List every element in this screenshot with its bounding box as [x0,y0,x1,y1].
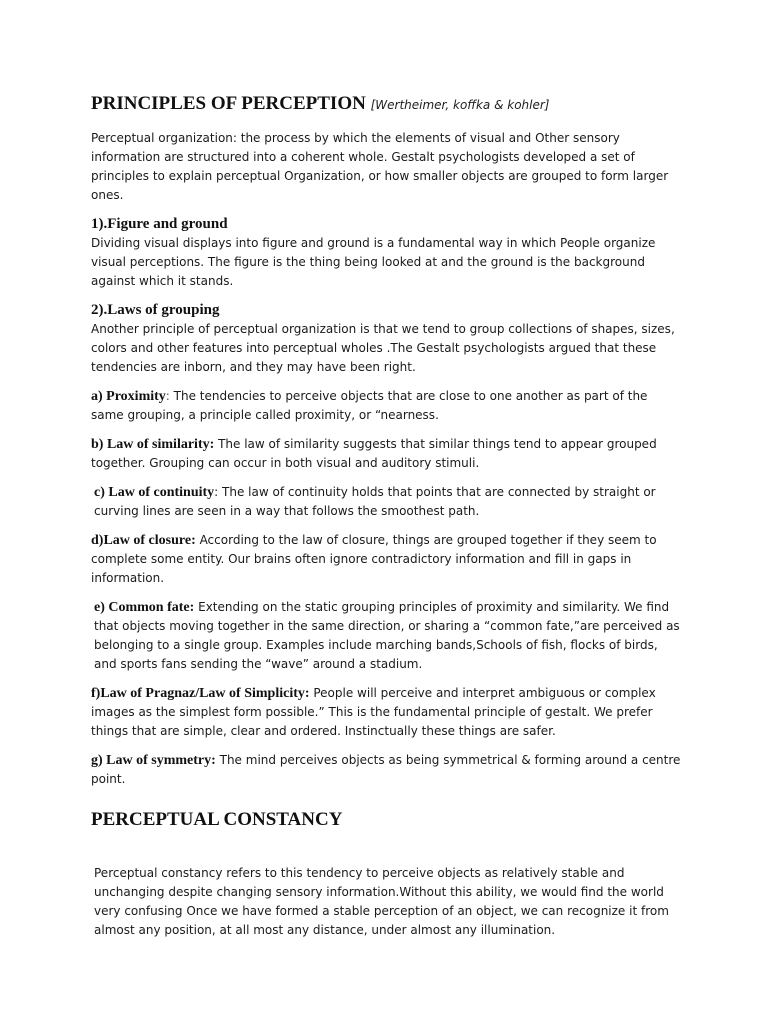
law-label: c) Law of continuity [94,485,215,500]
law-separator: : [165,389,174,403]
law-text: The tendencies to perceive objects that are close to one another as part of the same grouping, a principle called proximity, or “nearness. [91,389,648,422]
law-label: d)Law of closure: [91,533,196,548]
law-common-fate [91,598,683,674]
intro-paragraph: Perceptual organization: the process by which the elements of visual and Other sensory information are structured into a coherent whole. Gestalt psychologists developed a set of principles to explain perceptual Organization, or how smaller objects are grouped to form larger ones. [91,131,669,202]
section-heading-laws-of-grouping: 2).Laws of grouping [91,302,220,318]
document-page [91,90,683,940]
law-text: The law of continuity holds that points that are connected by straight or curving lines are seen in a way that follows the smoothest path. [94,485,656,518]
law-label: g) Law of symmetry: [91,753,216,768]
section-text-figure-ground: Dividing visual displays into figure and ground is a fundamental way in which People organize visual perceptions. The figure is the thing being looked at and the ground is the background against which it stands. [91,236,656,288]
law-text: People will perceive and interpret ambiguous or complex images as the simplest form possible.” This is the fundamental principle of gestalt. We prefer things that are simple, clear and ordered. Instinctually these things are safer. [91,686,656,738]
law-label: a) Proximity [91,389,166,404]
law-text: Extending on the static grouping principles of proximity and similarity. We find that objects moving together in the same direction, or sharing a “common fate,”are perceived as belonging to a single group. Examples include marching bands,Schools of fish, flocks of birds, and sports fans sending the “wave” around a stadium. [94,600,680,671]
title-text: PRINCIPLES OF PERCEPTION [91,93,366,114]
law-pragnanz-simplicity [91,684,683,741]
title-authors: [Wertheimer, koffka & kohler] [370,98,550,112]
constancy-title: PERCEPTUAL CONSTANCY [91,809,343,830]
law-similarity [91,435,683,473]
law-label: f)Law of Pragnaz/Law of Simplicity: [91,686,310,701]
constancy-paragraph: Perceptual constancy refers to this tendency to perceive objects as relatively stable and unchanging despite changing sensory information.Without this ability, we would find the world very confusing Once we have formed a stable perception of an object, we can recognize it from almost any position, at all most any distance, under almost any illumination. [94,866,669,937]
law-closure [91,531,683,588]
law-proximity [91,387,683,425]
section-heading-figure-ground: 1).Figure and ground [91,216,228,232]
law-text: The mind perceives objects as being symmetrical & forming around a centre point. [91,753,681,786]
law-symmetry [91,751,683,789]
document-title [91,90,683,119]
law-text: According to the law of closure, things are grouped together if they seem to complete some entity. Our brains often ignore contradictory information and fill in gaps in information. [91,533,657,585]
law-label: e) Common fate: [94,600,195,615]
section-text-laws-of-grouping: Another principle of perceptual organization is that we tend to group collections of shapes, sizes, colors and other features into perceptual wholes .The Gestalt psychologists argued that these tendencies are inborn, and they may have been right. [91,322,675,374]
law-separator: : [214,485,223,499]
law-text: The law of similarity suggests that similar things tend to appear grouped together. Grouping can occur in both visual and auditory stimuli. [91,437,657,470]
law-continuity [91,483,683,521]
law-label: b) Law of similarity: [91,437,215,452]
